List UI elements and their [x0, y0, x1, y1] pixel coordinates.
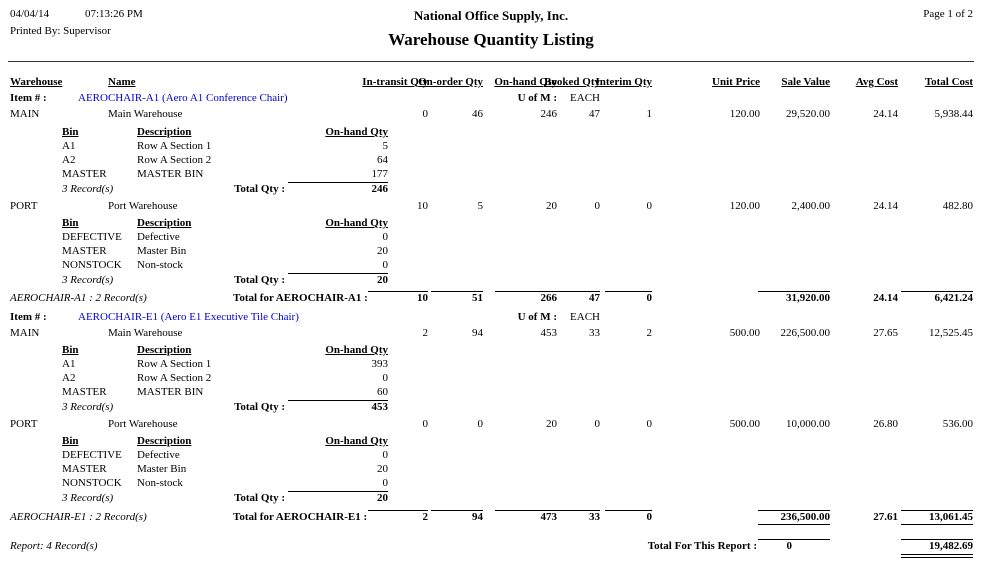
item-records-count: AEROCHAIR-E1 : 2 Record(s): [10, 511, 147, 523]
total-qty-value: 246: [371, 183, 388, 195]
sale-value-value: 10,000.00: [786, 418, 830, 430]
interim-qty-value: 0: [646, 418, 652, 430]
page-indicator: Page 1 of 2: [923, 8, 973, 20]
bin-description: Non-stock: [137, 477, 183, 489]
col-header-on-hand-qty: On-hand Qty: [494, 76, 557, 88]
report-date: 04/04/14: [10, 8, 50, 20]
in-transit-qty-value: 0: [422, 108, 428, 120]
bin-onhand-qty: 0: [382, 372, 388, 384]
bin-description: Row A Section 1: [137, 140, 212, 152]
col-header-booked-qty: Booked Qty: [544, 76, 600, 88]
bin-col-header-description: Description: [137, 435, 192, 447]
bin-description: MASTER BIN: [137, 168, 204, 180]
item-header-row: [0, 92, 982, 106]
total-rule-line: [901, 524, 973, 525]
total-qty-label: Total Qty :: [234, 183, 285, 195]
bin-col-header-onhand: On-hand Qty: [325, 435, 388, 447]
sale-value-value: 29,520.00: [786, 108, 830, 120]
in-transit-qty-value: 10: [417, 200, 428, 212]
item-total-avg-cost: 24.14: [873, 292, 898, 304]
bin-row: [0, 386, 982, 400]
bin-onhand-qty: 0: [382, 231, 388, 243]
bin-onhand-qty: 64: [377, 154, 388, 166]
bin-description: Row A Section 2: [137, 372, 212, 384]
page-header-row-3: [0, 30, 982, 50]
bin-total-row: [0, 274, 982, 288]
bin-total-row: [0, 492, 982, 506]
avg-cost-value: 24.14: [873, 200, 898, 212]
warehouse-name: Main Warehouse: [108, 327, 183, 339]
total-cost-value: 482.80: [942, 200, 973, 212]
bin-onhand-qty: 393: [371, 358, 388, 370]
bin-code: MASTER: [62, 386, 107, 398]
bin-code: A2: [62, 154, 76, 166]
uofm-label: U of M :: [517, 311, 557, 323]
uofm-label: U of M :: [517, 92, 557, 104]
warehouse-name: Port Warehouse: [108, 200, 178, 212]
item-records-count: AEROCHAIR-A1 : 2 Record(s): [10, 292, 147, 304]
item-total-in-transit: 2: [422, 511, 428, 523]
avg-cost-value: 24.14: [873, 108, 898, 120]
on-hand-qty-value: 20: [546, 418, 557, 430]
on-order-qty-value: 5: [477, 200, 483, 212]
bin-col-header-bin: Bin: [62, 435, 79, 447]
warehouse-row: [0, 108, 982, 122]
bin-row: [0, 463, 982, 477]
bin-description: Non-stock: [137, 259, 183, 271]
item-total-sale-value: 31,920.00: [786, 292, 830, 304]
bin-onhand-qty: 20: [377, 463, 388, 475]
report-interim-total: 0: [786, 540, 792, 552]
item-total-interim: 0: [646, 292, 652, 304]
item-total-on-hand: 473: [540, 511, 557, 523]
bin-row: [0, 358, 982, 372]
report-title: Warehouse Quantity Listing: [388, 30, 594, 49]
on-order-qty-value: 46: [472, 108, 483, 120]
col-header-in-transit-qty: In-transit Qty: [362, 76, 428, 88]
bin-col-header-onhand: On-hand Qty: [325, 217, 388, 229]
booked-qty-value: 47: [589, 108, 600, 120]
bin-row: [0, 154, 982, 168]
warehouse-name: Port Warehouse: [108, 418, 178, 430]
unit-price-value: 500.00: [729, 327, 760, 339]
interim-qty-value: 0: [646, 200, 652, 212]
item-link[interactable]: AEROCHAIR-E1 (Aero E1 Executive Tile Chair): [78, 311, 299, 323]
bin-header-row: [0, 126, 982, 140]
item-total-interim: 0: [646, 511, 652, 523]
bin-records-count: 3 Record(s): [62, 274, 114, 286]
bin-row: [0, 168, 982, 182]
bin-description: Row A Section 2: [137, 154, 212, 166]
bin-description: Master Bin: [137, 245, 187, 257]
item-summary-row: [0, 511, 982, 525]
bin-code: NONSTOCK: [62, 477, 122, 489]
company-name: National Office Supply, Inc.: [413, 8, 569, 23]
on-hand-qty-value: 246: [540, 108, 557, 120]
bin-col-header-bin: Bin: [62, 126, 79, 138]
booked-qty-value: 0: [594, 200, 600, 212]
header-separator: [8, 61, 974, 62]
interim-qty-value: 2: [646, 327, 652, 339]
item-total-booked: 33: [589, 511, 600, 523]
bin-col-header-bin: Bin: [62, 344, 79, 356]
bin-onhand-qty: 20: [377, 245, 388, 257]
bin-row: [0, 140, 982, 154]
bin-code: A2: [62, 372, 76, 384]
item-total-avg-cost: 27.61: [873, 511, 898, 523]
bin-row: [0, 449, 982, 463]
item-summary-row: [0, 292, 982, 306]
item-total-in-transit: 10: [417, 292, 428, 304]
bin-header-row: [0, 217, 982, 231]
report-footer-row: [0, 540, 982, 554]
item-link[interactable]: AEROCHAIR-A1 (Aero A1 Conference Chair): [78, 92, 288, 104]
item-total-on-hand: 266: [540, 292, 557, 304]
item-number-label: Item # :: [10, 311, 47, 323]
col-header-sale-value: Sale Value: [781, 76, 830, 88]
bin-code: MASTER: [62, 463, 107, 475]
bin-code: DEFECTIVE: [62, 449, 122, 461]
bin-row: [0, 245, 982, 259]
on-order-qty-value: 94: [472, 327, 483, 339]
bin-description: MASTER BIN: [137, 386, 204, 398]
bin-onhand-qty: 60: [377, 386, 388, 398]
item-total-total-cost: 13,061.45: [929, 511, 973, 523]
bin-description: Defective: [137, 231, 180, 243]
bin-onhand-qty: 0: [382, 449, 388, 461]
bin-header-row: [0, 344, 982, 358]
bin-row: [0, 477, 982, 491]
bin-onhand-qty: 0: [382, 477, 388, 489]
total-cost-value: 5,938.44: [934, 108, 973, 120]
warehouse-name: Main Warehouse: [108, 108, 183, 120]
item-total-booked: 47: [589, 292, 600, 304]
bin-description: Master Bin: [137, 463, 187, 475]
warehouse-code: PORT: [10, 418, 38, 430]
bin-onhand-qty: 177: [371, 168, 388, 180]
item-header-row: [0, 311, 982, 325]
bin-code: NONSTOCK: [62, 259, 122, 271]
col-header-on-order-qty: On-order Qty: [418, 76, 483, 88]
total-rule-line: [758, 524, 830, 525]
bin-col-header-description: Description: [137, 217, 192, 229]
double-rule: [901, 554, 973, 558]
avg-cost-value: 27.65: [873, 327, 898, 339]
bin-row: [0, 372, 982, 386]
bin-code: A1: [62, 358, 76, 370]
total-qty-value: 20: [377, 492, 388, 504]
total-cost-value: 12,525.45: [929, 327, 973, 339]
total-cost-value: 536.00: [942, 418, 973, 430]
bin-description: Row A Section 1: [137, 358, 212, 370]
warehouse-code: PORT: [10, 200, 38, 212]
bin-col-header-bin: Bin: [62, 217, 79, 229]
unit-price-value: 500.00: [729, 418, 760, 430]
bin-header-row: [0, 435, 982, 449]
bin-col-header-description: Description: [137, 344, 192, 356]
col-header-total-cost: Total Cost: [924, 76, 973, 88]
item-total-on-order: 94: [472, 511, 483, 523]
col-header-unit-price: Unit Price: [712, 76, 760, 88]
report-records-count: Report: 4 Record(s): [10, 540, 98, 552]
unit-price-value: 120.00: [729, 108, 760, 120]
item-total-on-order: 51: [472, 292, 483, 304]
bin-code: DEFECTIVE: [62, 231, 122, 243]
uofm-value: EACH: [570, 311, 600, 323]
item-total-total-cost: 6,421.24: [934, 292, 973, 304]
column-header-row: [0, 76, 982, 90]
on-hand-qty-value: 453: [540, 327, 557, 339]
total-qty-label: Total Qty :: [234, 274, 285, 286]
total-qty-value: 20: [377, 274, 388, 286]
interim-qty-value: 1: [646, 108, 652, 120]
uofm-value: EACH: [570, 92, 600, 104]
bin-row: [0, 231, 982, 245]
bin-row: [0, 259, 982, 273]
bin-col-header-onhand: On-hand Qty: [325, 126, 388, 138]
total-qty-value: 453: [371, 401, 388, 413]
bin-code: MASTER: [62, 168, 107, 180]
col-header-avg-cost: Avg Cost: [855, 76, 898, 88]
bin-total-row: [0, 401, 982, 415]
warehouse-code: MAIN: [10, 327, 40, 339]
in-transit-qty-value: 2: [422, 327, 428, 339]
report-total-cost: 19,482.69: [929, 540, 973, 552]
item-total-sale-value: 236,500.00: [780, 511, 830, 523]
unit-price-value: 120.00: [729, 200, 760, 212]
on-order-qty-value: 0: [477, 418, 483, 430]
page-header-row-1: [0, 8, 982, 22]
item-total-label: Total for AEROCHAIR-A1 :: [233, 292, 368, 304]
bin-records-count: 3 Record(s): [62, 183, 114, 195]
bin-records-count: 3 Record(s): [62, 401, 114, 413]
item-number-label: Item # :: [10, 92, 47, 104]
bin-col-header-description: Description: [137, 126, 192, 138]
bin-code: MASTER: [62, 245, 107, 257]
sale-value-value: 226,500.00: [780, 327, 830, 339]
report-time: 07:13:26 PM: [85, 8, 143, 20]
col-header-name: Name: [108, 76, 136, 88]
bin-records-count: 3 Record(s): [62, 492, 114, 504]
bin-total-row: [0, 183, 982, 197]
bin-onhand-qty: 0: [382, 259, 388, 271]
avg-cost-value: 26.80: [873, 418, 898, 430]
printed-by: Printed By: Supervisor: [10, 25, 111, 37]
total-qty-label: Total Qty :: [234, 401, 285, 413]
warehouse-code: MAIN: [10, 108, 40, 120]
bin-description: Defective: [137, 449, 180, 461]
warehouse-row: [0, 200, 982, 214]
total-qty-label: Total Qty :: [234, 492, 285, 504]
booked-qty-value: 33: [589, 327, 600, 339]
in-transit-qty-value: 0: [422, 418, 428, 430]
on-hand-qty-value: 20: [546, 200, 557, 212]
col-header-interim-qty: Interim Qty: [595, 76, 652, 88]
warehouse-row: [0, 418, 982, 432]
bin-col-header-onhand: On-hand Qty: [325, 344, 388, 356]
col-header-warehouse: Warehouse: [10, 76, 63, 88]
bin-onhand-qty: 5: [382, 140, 388, 152]
warehouse-row: [0, 327, 982, 341]
report-total-label: Total For This Report :: [647, 540, 757, 552]
bin-code: A1: [62, 140, 76, 152]
sale-value-value: 2,400.00: [791, 200, 830, 212]
item-total-label: Total for AEROCHAIR-E1 :: [233, 511, 368, 523]
booked-qty-value: 0: [594, 418, 600, 430]
